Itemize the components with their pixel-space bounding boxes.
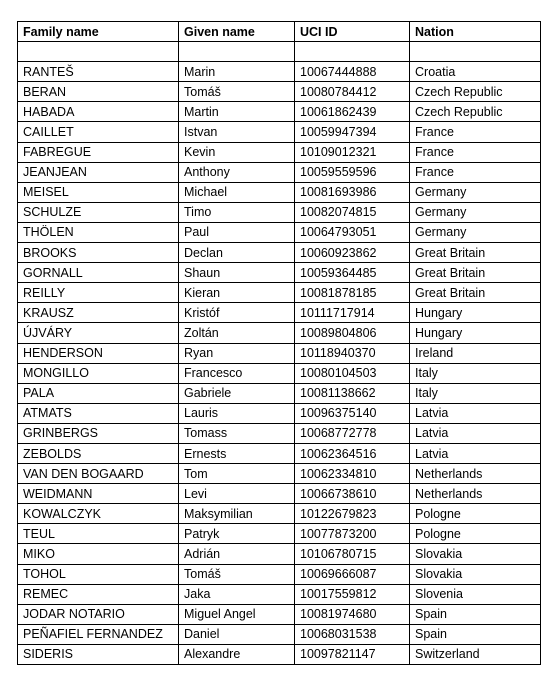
uci-id-cell: 10082074815 (295, 202, 410, 222)
given-name-cell: Ryan (179, 343, 295, 363)
given-name-cell: Francesco (179, 363, 295, 383)
uci-id-cell: 10062364516 (295, 443, 410, 463)
family-name-cell: HENDERSON (18, 343, 179, 363)
uci-id-cell: 10064793051 (295, 222, 410, 242)
given-name-cell: Tomass (179, 423, 295, 443)
family-name-cell: BROOKS (18, 243, 179, 263)
given-name-cell: Marin (179, 62, 295, 82)
family-name-cell: MIKO (18, 544, 179, 564)
given-name-cell: Ernests (179, 443, 295, 463)
nation-cell: Ireland (410, 343, 541, 363)
given-name-cell: Zoltán (179, 323, 295, 343)
table-row (18, 162, 541, 182)
nation-cell: Spain (410, 624, 541, 644)
given-name-cell: Lauris (179, 403, 295, 423)
uci-id-cell: 10111717914 (295, 303, 410, 323)
uci-id-cell: 10067444888 (295, 62, 410, 82)
family-name-cell: SIDERIS (18, 644, 179, 664)
nation-cell: Hungary (410, 323, 541, 343)
table-row (18, 303, 541, 323)
table-row (18, 62, 541, 82)
table-header-row (18, 22, 541, 42)
nation-cell: Germany (410, 182, 541, 202)
nation-cell: Latvia (410, 443, 541, 463)
table-row (18, 484, 541, 504)
given-name-cell: Jaka (179, 584, 295, 604)
given-name-cell: Tomáš (179, 82, 295, 102)
table-row (18, 122, 541, 142)
nation-cell: Netherlands (410, 464, 541, 484)
family-name-cell (18, 42, 179, 62)
uci-id-cell: 10106780715 (295, 544, 410, 564)
nation-cell: Great Britain (410, 243, 541, 263)
given-name-cell: Istvan (179, 122, 295, 142)
table-row (18, 343, 541, 363)
nation-cell: Pologne (410, 524, 541, 544)
family-name-cell: REILLY (18, 283, 179, 303)
nation-cell: Switzerland (410, 644, 541, 664)
uci-id-cell: 10061862439 (295, 102, 410, 122)
table-row (18, 82, 541, 102)
table-row (18, 182, 541, 202)
table-row (18, 504, 541, 524)
family-name-cell: ZEBOLDS (18, 443, 179, 463)
family-name-cell: THÖLEN (18, 222, 179, 242)
uci-id-cell: 10059947394 (295, 122, 410, 142)
uci-id-cell: 10109012321 (295, 142, 410, 162)
uci-id-cell: 10069666087 (295, 564, 410, 584)
table-row (18, 524, 541, 544)
nation-cell: France (410, 162, 541, 182)
family-name-cell: SCHULZE (18, 202, 179, 222)
family-name-cell: RANTEŠ (18, 62, 179, 82)
family-name-cell: KOWALCZYK (18, 504, 179, 524)
given-name-cell: Martin (179, 102, 295, 122)
family-name-cell: FABREGUE (18, 142, 179, 162)
given-name-cell: Maksymilian (179, 504, 295, 524)
nation-cell: Latvia (410, 403, 541, 423)
table-row (18, 222, 541, 242)
uci-id-cell: 10122679823 (295, 504, 410, 524)
nation-cell: Croatia (410, 62, 541, 82)
table-row (18, 604, 541, 624)
given-name-cell: Paul (179, 222, 295, 242)
family-name-cell: HABADA (18, 102, 179, 122)
given-name-cell: Miguel Angel (179, 604, 295, 624)
family-name-cell: MONGILLO (18, 363, 179, 383)
uci-id-cell: 10066738610 (295, 484, 410, 504)
family-name-cell: MEISEL (18, 182, 179, 202)
table-row (18, 584, 541, 604)
uci-id-cell: 10097821147 (295, 644, 410, 664)
table-row (18, 644, 541, 664)
table-row (18, 283, 541, 303)
table-row (18, 383, 541, 403)
table-row (18, 564, 541, 584)
given-name-cell: Kieran (179, 283, 295, 303)
given-name-cell: Shaun (179, 263, 295, 283)
family-name-cell: PALA (18, 383, 179, 403)
family-name-cell: TEUL (18, 524, 179, 544)
given-name-cell (179, 42, 295, 62)
nation-cell: Pologne (410, 504, 541, 524)
uci-id-cell: 10060923862 (295, 243, 410, 263)
table-row (18, 403, 541, 423)
table-row (18, 464, 541, 484)
table-body (18, 42, 541, 665)
family-name-cell: VAN DEN BOGAARD (18, 464, 179, 484)
nation-cell: Great Britain (410, 263, 541, 283)
given-name-cell: Gabriele (179, 383, 295, 403)
header-nation: Nation (410, 22, 541, 42)
nation-cell (410, 42, 541, 62)
given-name-cell: Patryk (179, 524, 295, 544)
given-name-cell: Kristóf (179, 303, 295, 323)
nation-cell: Italy (410, 363, 541, 383)
given-name-cell: Tom (179, 464, 295, 484)
table-row (18, 544, 541, 564)
table-row (18, 243, 541, 263)
uci-id-cell: 10081693986 (295, 182, 410, 202)
table-row (18, 102, 541, 122)
nation-cell: Latvia (410, 423, 541, 443)
family-name-cell: PEÑAFIEL FERNANDEZ (18, 624, 179, 644)
uci-id-cell: 10017559812 (295, 584, 410, 604)
uci-id-cell: 10068772778 (295, 423, 410, 443)
given-name-cell: Anthony (179, 162, 295, 182)
nation-cell: France (410, 122, 541, 142)
given-name-cell: Tomáš (179, 564, 295, 584)
header-uci-id: UCI ID (295, 22, 410, 42)
nation-cell: Italy (410, 383, 541, 403)
riders-table (17, 21, 541, 665)
uci-id-cell (295, 42, 410, 62)
family-name-cell: GRINBERGS (18, 423, 179, 443)
nation-cell: Netherlands (410, 484, 541, 504)
given-name-cell: Kevin (179, 142, 295, 162)
nation-cell: Czech Republic (410, 102, 541, 122)
table-row (18, 363, 541, 383)
nation-cell: Hungary (410, 303, 541, 323)
family-name-cell: JEANJEAN (18, 162, 179, 182)
uci-id-cell: 10062334810 (295, 464, 410, 484)
uci-id-cell: 10089804806 (295, 323, 410, 343)
nation-cell: Slovakia (410, 544, 541, 564)
nation-cell: Spain (410, 604, 541, 624)
nation-cell: Slovakia (410, 564, 541, 584)
nation-cell: Slovenia (410, 584, 541, 604)
given-name-cell: Alexandre (179, 644, 295, 664)
given-name-cell: Adrián (179, 544, 295, 564)
family-name-cell: GORNALL (18, 263, 179, 283)
family-name-cell: JODAR NOTARIO (18, 604, 179, 624)
table-row (18, 202, 541, 222)
uci-id-cell: 10068031538 (295, 624, 410, 644)
family-name-cell: KRAUSZ (18, 303, 179, 323)
nation-cell: France (410, 142, 541, 162)
family-name-cell: ATMATS (18, 403, 179, 423)
family-name-cell: TOHOL (18, 564, 179, 584)
given-name-cell: Timo (179, 202, 295, 222)
family-name-cell: BERAN (18, 82, 179, 102)
uci-id-cell: 10077873200 (295, 524, 410, 544)
uci-id-cell: 10096375140 (295, 403, 410, 423)
nation-cell: Czech Republic (410, 82, 541, 102)
nation-cell: Germany (410, 202, 541, 222)
table-row (18, 263, 541, 283)
uci-id-cell: 10081974680 (295, 604, 410, 624)
uci-id-cell: 10080104503 (295, 363, 410, 383)
family-name-cell: WEIDMANN (18, 484, 179, 504)
uci-id-cell: 10080784412 (295, 82, 410, 102)
given-name-cell: Daniel (179, 624, 295, 644)
table-row (18, 624, 541, 644)
family-name-cell: REMEC (18, 584, 179, 604)
uci-id-cell: 10118940370 (295, 343, 410, 363)
table-row (18, 142, 541, 162)
given-name-cell: Levi (179, 484, 295, 504)
given-name-cell: Michael (179, 182, 295, 202)
header-family-name: Family name (18, 22, 179, 42)
table-row (18, 42, 541, 62)
family-name-cell: ÚJVÁRY (18, 323, 179, 343)
table-row (18, 443, 541, 463)
table-row (18, 323, 541, 343)
given-name-cell: Declan (179, 243, 295, 263)
header-given-name: Given name (179, 22, 295, 42)
uci-id-cell: 10059364485 (295, 263, 410, 283)
nation-cell: Germany (410, 222, 541, 242)
family-name-cell: CAILLET (18, 122, 179, 142)
uci-id-cell: 10081138662 (295, 383, 410, 403)
nation-cell: Great Britain (410, 283, 541, 303)
uci-id-cell: 10081878185 (295, 283, 410, 303)
table-row (18, 423, 541, 443)
uci-id-cell: 10059559596 (295, 162, 410, 182)
